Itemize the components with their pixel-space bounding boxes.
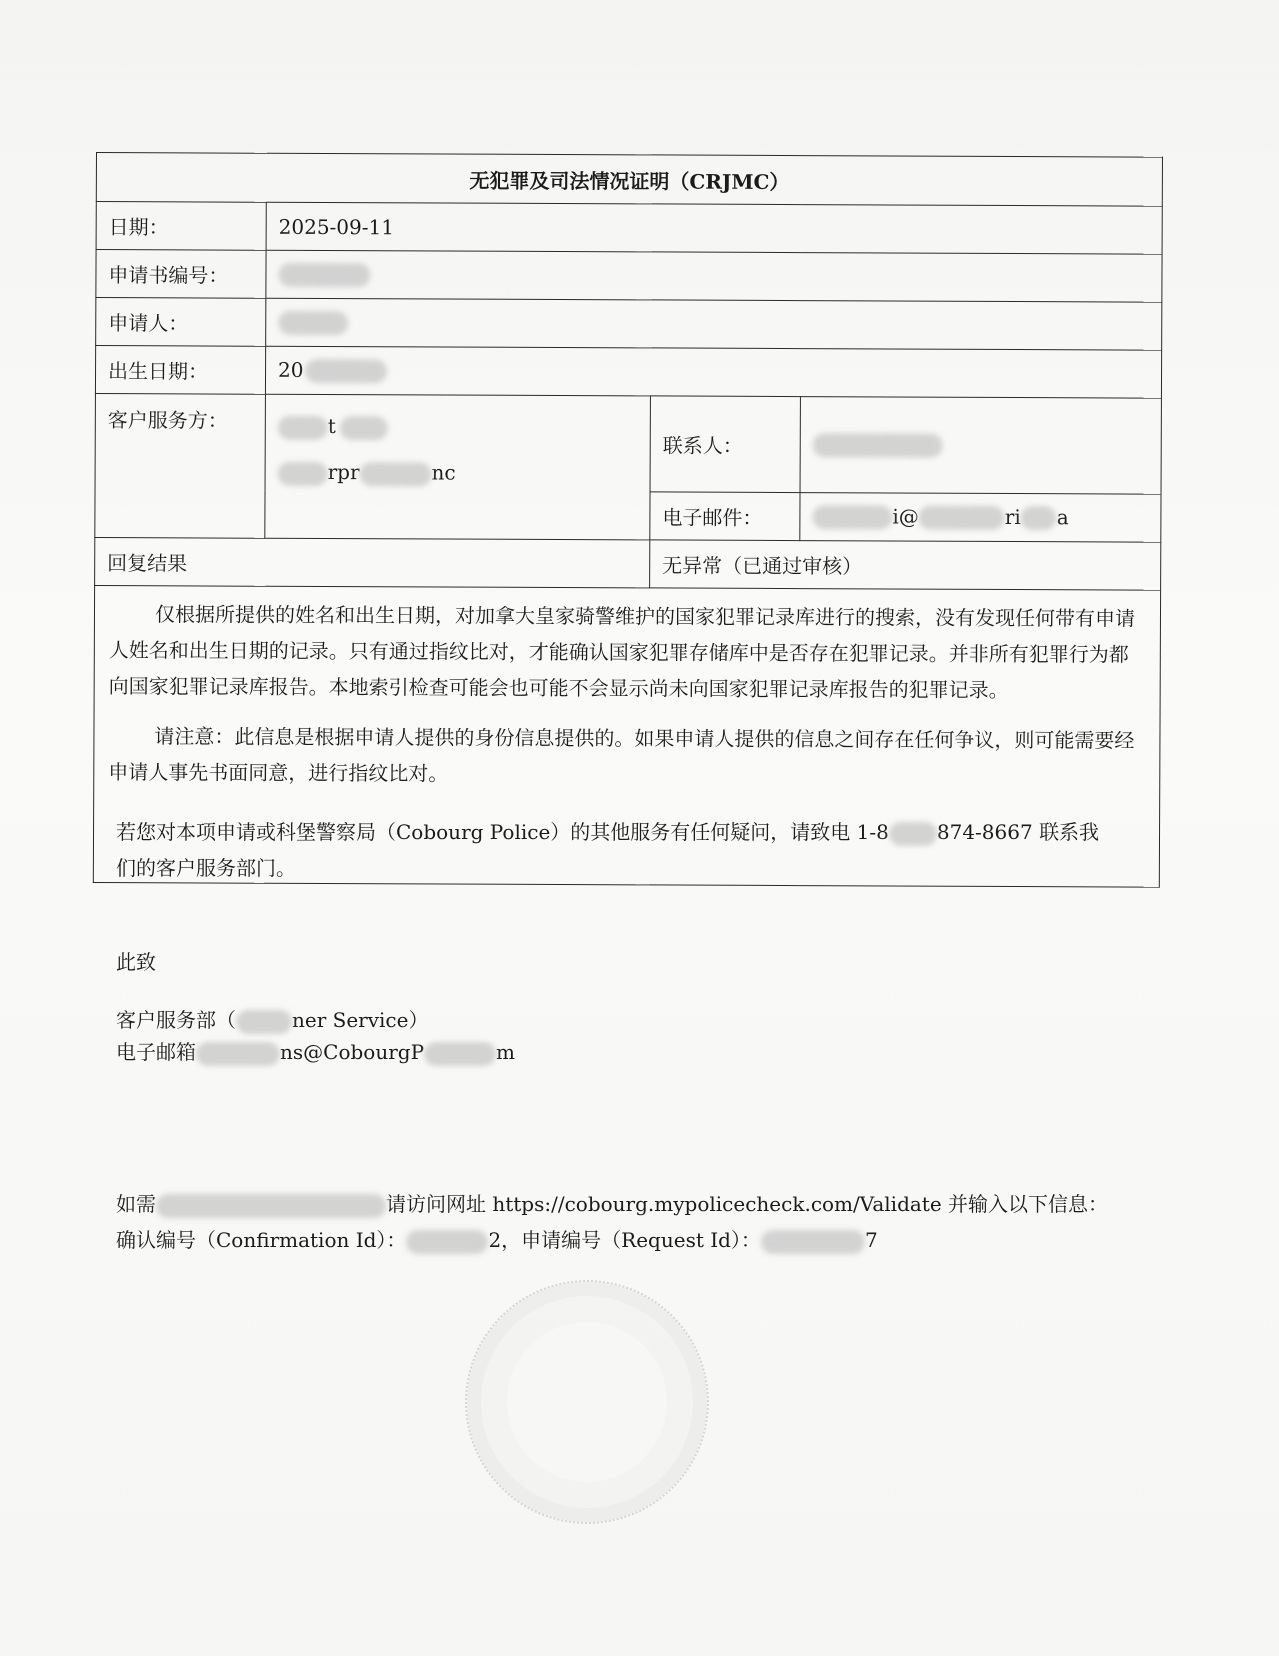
contact-note-text-b: 874-8667 联系我 (936, 820, 1100, 844)
redaction-mark (919, 506, 1005, 530)
contact-value (800, 397, 1161, 495)
closing-email-text-b: ns@CobourgP (280, 1040, 425, 1064)
date-value: 2025-09-11 (266, 202, 1162, 254)
redaction-mark (278, 311, 348, 335)
service-provider-line2-text-a: rpr (327, 460, 360, 485)
closing-dept-line (116, 1004, 1166, 1036)
validation-text-b: 请访问网址 https://cobourg.mypolicecheck.com/Validate 并输入以下信息： (386, 1192, 1109, 1216)
closing-signature (116, 1004, 1166, 1068)
dob-value (265, 346, 1161, 398)
application-number-label: 申请书编号： (96, 250, 266, 299)
applicant-value (266, 298, 1162, 350)
applicant-label: 申请人： (96, 298, 266, 347)
body-paragraph-1: 仅根据所提供的姓名和出生日期，对加拿大皇家骑警维护的国家犯罪记录库进行的搜索，没有发现任何带有申请人姓名和出生日期的记录。只有通过指纹比对，才能确认国家犯罪存储库中是否存在犯罪记录。并非所有犯罪行为都向国家犯罪记录库报告。本地索引检查可能会也可能不会显示尚未向国家犯罪记录库报告的犯罪记录。 (108, 602, 1136, 702)
dob-visible-text: 20 (278, 357, 304, 382)
service-provider-value (265, 394, 651, 540)
closing-dept-text-b: ner Service） (292, 1008, 429, 1032)
redaction-mark (340, 416, 388, 440)
redaction-mark (236, 1010, 292, 1034)
contact-note-line2: 们的客户服务部门。 (116, 856, 296, 880)
certificate-title: 无犯罪及司法情况证明（CRJMC） (96, 153, 1162, 207)
contact-label: 联系人： (650, 396, 800, 493)
closing-email-line (116, 1036, 1166, 1068)
redaction-mark (1021, 506, 1057, 530)
redaction-mark (359, 462, 431, 486)
redaction-mark (278, 263, 370, 287)
contact-note-line1 (116, 814, 1166, 850)
result-value: 无异常（已通过审核） (650, 540, 1161, 590)
service-provider-line1-text: t (327, 414, 336, 439)
email-text-c: a (1056, 504, 1069, 529)
contact-note (116, 814, 1166, 886)
email-value (800, 493, 1161, 543)
redaction-mark (813, 433, 943, 458)
date-label: 日期： (96, 202, 266, 251)
redaction-mark (761, 1230, 865, 1254)
validation-text-e: 7 (864, 1228, 878, 1252)
redaction-mark (156, 1194, 386, 1218)
validation-text-c: 确认编号（Confirmation Id）： (116, 1228, 407, 1252)
redaction-mark (305, 359, 387, 383)
validation-info (116, 1186, 1166, 1258)
service-provider-line2-text-b: nc (431, 460, 456, 485)
salutation: 此致 (116, 950, 156, 974)
service-provider-label: 客户服务方： (95, 393, 266, 538)
redaction-mark (196, 1042, 280, 1066)
closing-email-text-a: 电子邮箱 (116, 1040, 196, 1064)
application-number-value (266, 250, 1162, 302)
email-text-b: ri (1004, 504, 1021, 529)
certificate-table (93, 152, 1163, 888)
service-provider-line1 (278, 403, 638, 451)
service-provider-line2 (278, 449, 638, 497)
validation-text-a: 如需 (116, 1192, 156, 1216)
redaction-mark (278, 415, 328, 439)
faint-seal (465, 1280, 709, 1524)
redaction-mark (812, 505, 892, 529)
redaction-mark (424, 1042, 496, 1066)
redaction-mark (889, 822, 937, 846)
closing-dept-text-a: 客户服务部（ (116, 1008, 236, 1032)
validation-line2 (116, 1222, 1166, 1258)
validation-text-d: 2，申请编号（Request Id）： (488, 1228, 761, 1252)
closing-email-text-c: m (496, 1040, 516, 1064)
validation-line1 (116, 1186, 1166, 1222)
email-text-a: i@ (892, 504, 919, 529)
redaction-mark (406, 1230, 488, 1254)
result-label: 回复结果 (95, 537, 650, 587)
redaction-mark (278, 461, 328, 485)
dob-label: 出生日期： (95, 346, 265, 395)
body-paragraph-2: 请注意：此信息是根据申请人提供的身份信息提供的。如果申请人提供的信息之间存在任何争议，则可能需要经申请人事先书面同意，进行指纹比对。 (108, 724, 1135, 786)
email-label: 电子邮件： (650, 492, 800, 541)
contact-note-text-a: 若您对本项申请或科堡警察局（Cobourg Police）的其他服务有任何疑问，请致电 1-8 (116, 820, 889, 844)
